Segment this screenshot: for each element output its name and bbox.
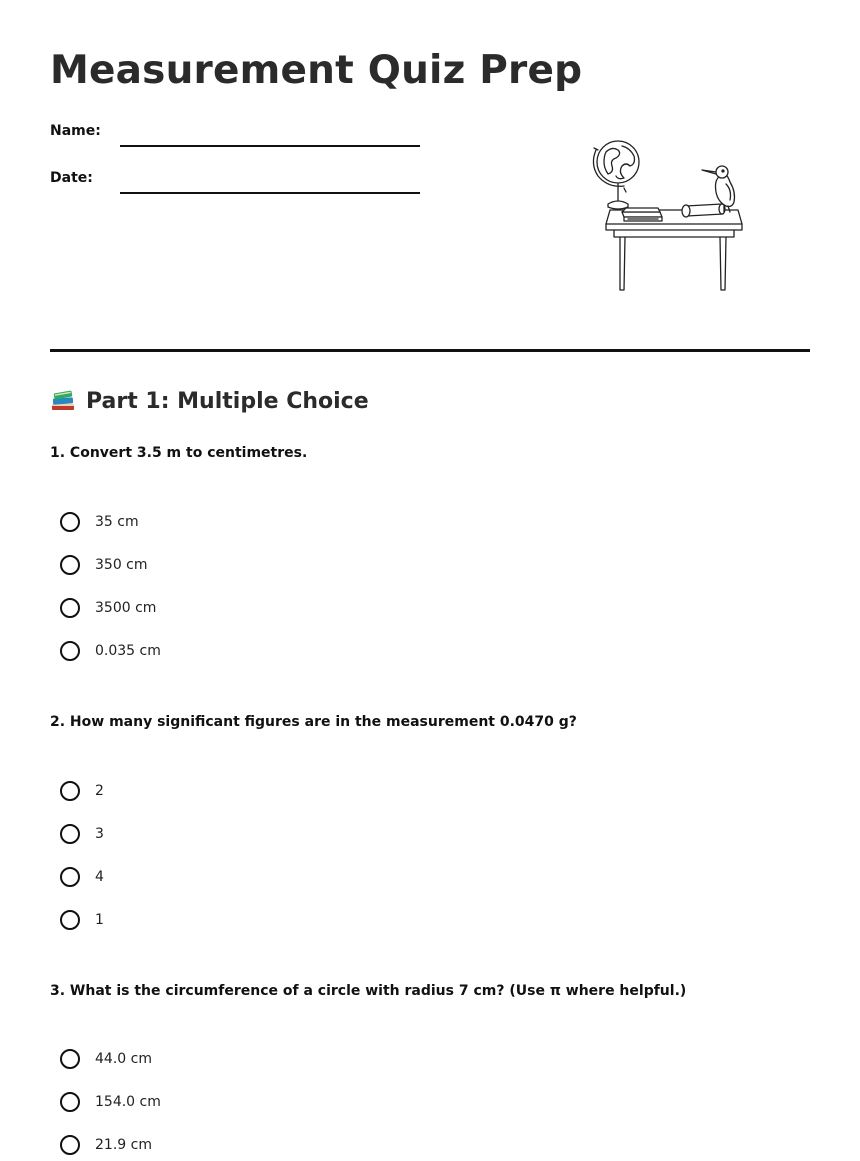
- question-2-option-c[interactable]: [60, 864, 104, 890]
- question-1: [50, 445, 810, 461]
- date-blank-line[interactable]: [120, 192, 420, 194]
- question-text: 1. Convert 3.5 m to centimetres.: [50, 445, 308, 461]
- option-label: 4: [95, 869, 104, 885]
- radio-button[interactable]: [60, 781, 80, 801]
- option-label: 350 cm: [95, 557, 148, 573]
- question-2-option-b[interactable]: [60, 821, 104, 847]
- classroom-desk-illustration: [588, 132, 758, 297]
- radio-button[interactable]: [60, 1135, 80, 1155]
- radio-button[interactable]: [60, 1049, 80, 1069]
- question-2-option-a[interactable]: [60, 778, 104, 804]
- option-label: 3: [95, 826, 104, 842]
- question-1-option-d[interactable]: [60, 638, 161, 664]
- question-text: 2. How many significant figures are in the measurement 0.0470 g?: [50, 714, 577, 730]
- section-title: [50, 388, 369, 414]
- date-label: Date:: [50, 170, 93, 186]
- name-label: Name:: [50, 123, 101, 139]
- radio-button[interactable]: [60, 641, 80, 661]
- name-blank-line[interactable]: [120, 145, 420, 147]
- radio-button[interactable]: [60, 867, 80, 887]
- radio-button[interactable]: [60, 824, 80, 844]
- option-label: 3500 cm: [95, 600, 157, 616]
- book-stack-icon: [622, 208, 662, 221]
- books-icon: [50, 388, 76, 414]
- option-label: 154.0 cm: [95, 1094, 161, 1110]
- question-3-option-a[interactable]: [60, 1046, 152, 1072]
- radio-button[interactable]: [60, 910, 80, 930]
- section-title-text: Part 1: Multiple Choice: [86, 388, 369, 414]
- question-3-option-b[interactable]: [60, 1089, 161, 1115]
- question-1-option-a[interactable]: [60, 509, 139, 535]
- radio-button[interactable]: [60, 598, 80, 618]
- radio-button[interactable]: [60, 512, 80, 532]
- section-divider: [50, 349, 810, 352]
- option-label: 21.9 cm: [95, 1137, 152, 1153]
- option-label: 44.0 cm: [95, 1051, 152, 1067]
- globe-icon: [593, 141, 639, 209]
- question-2-option-d[interactable]: [60, 907, 104, 933]
- option-label: 0.035 cm: [95, 643, 161, 659]
- question-3-option-c[interactable]: [60, 1132, 152, 1158]
- question-text: 3. What is the circumference of a circle with radius 7 cm? (Use π where helpful.): [50, 983, 687, 999]
- option-label: 1: [95, 912, 104, 928]
- option-label: 2: [95, 783, 104, 799]
- option-label: 35 cm: [95, 514, 139, 530]
- question-1-option-c[interactable]: [60, 595, 156, 621]
- radio-button[interactable]: [60, 555, 80, 575]
- question-1-option-b[interactable]: [60, 552, 148, 578]
- page-title: Measurement Quiz Prep: [50, 48, 583, 93]
- question-3: [50, 983, 810, 999]
- radio-button[interactable]: [60, 1092, 80, 1112]
- question-2: [50, 714, 810, 730]
